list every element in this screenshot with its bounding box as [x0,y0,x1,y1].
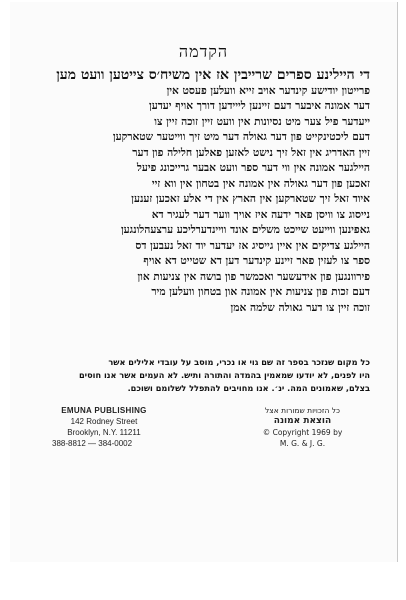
publisher-info [44,405,164,449]
introduction-text [47,68,370,316]
body-line: פירוונגען פון אידעשער ואכמשר פון בושה אין צניעות און [137,270,370,283]
publisher-street: 142 Rodney Street [70,417,138,426]
body-line: גאפינען ווייעט שייכט משלים אונד וויינדערליכע ערצעהלונגען [120,224,370,236]
disclaimer-line: בצלם, שאמונים המה. ינ׳. אנו מחויבים להתפלל לשלומם ושוכם. [127,383,370,393]
body-line: זיין האדריג אין זאל זיך נישט לאזען פאלען חלילה פון דער [132,146,370,159]
copyright-line: © Copyright 1969 by [262,428,343,437]
body-line: איוד זאל זיך שטארקען אין הארץ אין די אלע זאכען זענען [131,193,370,205]
rights-reserved-line: כל הזכויות שמורות אצל [265,406,340,415]
body-line: פרייטון יודישע קינדער אויב זייא וועלען פעסט אין [166,84,370,97]
publisher-city: Brooklyn, N.Y. 11211 [67,428,141,437]
body-line: נייסוג צו וויסן פאר ידעה איז אויך ווער דער לעגיר דא [151,208,370,221]
body-line: דעם ליכטינקייט פון דער גאולה דער מיט זיך ווייטער שטארקען [112,131,370,143]
body-line: ייעדער פיל צער מיט נסיונות אין וועט זיין זוכה זיין צו [154,115,370,128]
disclaimer-note [43,356,370,395]
body-line: היילגע צדיקים אין איין גייסיג אז יעדער יוד זאל נעבען דס [135,239,370,252]
publisher-name: EMUNA PUBLISHING [61,406,147,415]
copyright-owners: M. G. & J. G. [279,439,326,448]
body-line: די היילינע ספרים שרייבין אז אין משיח׳ס צייטען וועט מען [56,68,370,83]
book-page [10,2,398,562]
page-title: הקדמה [178,42,229,61]
body-line: דער אמונה איבער דעם זיינען לייידען דורך אויף יעדען [149,100,370,112]
publisher-phone: 388-8812 — 384-0002 [52,439,133,448]
body-line: ספר צו לעזין פאר זיינע קינדער דען דא שטייט דא אויף [143,255,370,267]
copyright-block [230,405,375,449]
disclaimer-line: היו לפנים, לא יודעו שמאמין בהמדה והתורה ותיש. לא העמים אשר אנו חוסים [78,370,370,380]
body-line: היילגער אמונה אין ווי דער ספר וועט אבער גרייכונג פיעל [136,162,370,174]
disclaimer-line: כל מקום שנזכר בספר זה שם גוי או נכרי, מוסב על עובדי אלילים אשר [108,357,370,367]
body-line: זאכען פון דער גאולה אין אמונה אין בטחון אין ווא זיי [151,177,370,190]
rights-holder: הוצאת אמונה [273,416,332,426]
body-line: זוכה זיין צו דער גאולה שלמה אמן [230,301,370,314]
body-line: דעם זכות פון צניעות אין אמונה און בטחון וועלען מיר [151,286,370,298]
